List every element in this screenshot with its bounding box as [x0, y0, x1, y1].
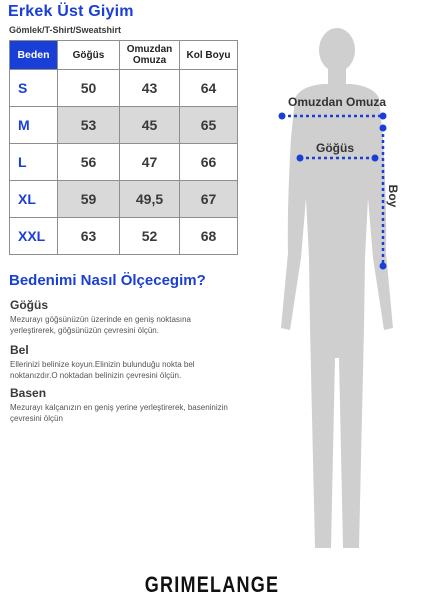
- omuz-cell: 43: [120, 70, 180, 107]
- length-marker-bottom: [380, 263, 387, 270]
- brand-logo: GRIMELANGE: [144, 572, 280, 597]
- table-row: [10, 70, 238, 107]
- kol-cell: 64: [180, 70, 238, 107]
- section-title-gogus: Göğüs: [10, 298, 48, 312]
- label-chest: Göğüs: [316, 141, 354, 155]
- gogus-cell: 50: [58, 70, 120, 107]
- size-cell: S: [10, 70, 58, 107]
- section-title-basen: Basen: [10, 386, 47, 400]
- size-cell: XL: [10, 181, 58, 218]
- table-row: [10, 144, 238, 181]
- omuz-cell: 49,5: [120, 181, 180, 218]
- kol-cell: 67: [180, 181, 238, 218]
- page-title: Erkek Üst Giyim: [8, 3, 134, 20]
- section-text-gogus: Mezurayı göğsünüzün üzerinde en geniş noktasına yerleştirerek, göğsünüzün çevresini ölçün.: [10, 315, 192, 335]
- col-header-omuz: Omuzdan Omuza: [120, 41, 180, 70]
- omuz-cell: 52: [120, 218, 180, 255]
- gogus-cell: 59: [58, 181, 120, 218]
- gogus-cell: 63: [58, 218, 120, 255]
- table-row: [10, 181, 238, 218]
- chest-marker-left: [297, 155, 304, 162]
- size-cell: L: [10, 144, 58, 181]
- omuz-cell: 47: [120, 144, 180, 181]
- gogus-cell: 53: [58, 107, 120, 144]
- section-text-bel: Ellerinizi belinize koyun.Elinizin bulunduğu nokta bel noktanızdır.O noktadan belinizin çevresini ölçün.: [10, 360, 195, 380]
- kol-cell: 68: [180, 218, 238, 255]
- section-title-bel: Bel: [10, 343, 29, 357]
- table-row: [10, 107, 238, 144]
- shoulder-marker-right: [380, 113, 387, 120]
- col-header-beden: Beden: [10, 41, 58, 70]
- omuz-cell: 45: [120, 107, 180, 144]
- table-row: [10, 218, 238, 255]
- size-cell: XXL: [10, 218, 58, 255]
- kol-cell: 66: [180, 144, 238, 181]
- col-header-gogus: Göğüs: [58, 41, 120, 70]
- size-table-header: [10, 41, 238, 70]
- chest-marker-right: [372, 155, 379, 162]
- size-cell: M: [10, 107, 58, 144]
- length-marker-top: [380, 125, 387, 132]
- gogus-cell: 56: [58, 144, 120, 181]
- page-subtitle: Gömlek/T-Shirt/Sweatshirt: [9, 25, 122, 35]
- col-header-kol: Kol Boyu: [180, 41, 238, 70]
- section-text-basen: Mezurayı kalçanızın en geniş yerine yerleştirerek, baseninizin çevresini ölçün: [10, 403, 228, 423]
- body-measurement-figure: [255, 28, 420, 568]
- label-shoulder: Omuzdan Omuza: [287, 95, 387, 109]
- label-length: Boy: [386, 184, 400, 208]
- shoulder-marker-left: [279, 113, 286, 120]
- how-to-title: Bedenimi Nasıl Ölçecegim?: [9, 272, 206, 289]
- kol-cell: 65: [180, 107, 238, 144]
- size-table: [9, 40, 238, 255]
